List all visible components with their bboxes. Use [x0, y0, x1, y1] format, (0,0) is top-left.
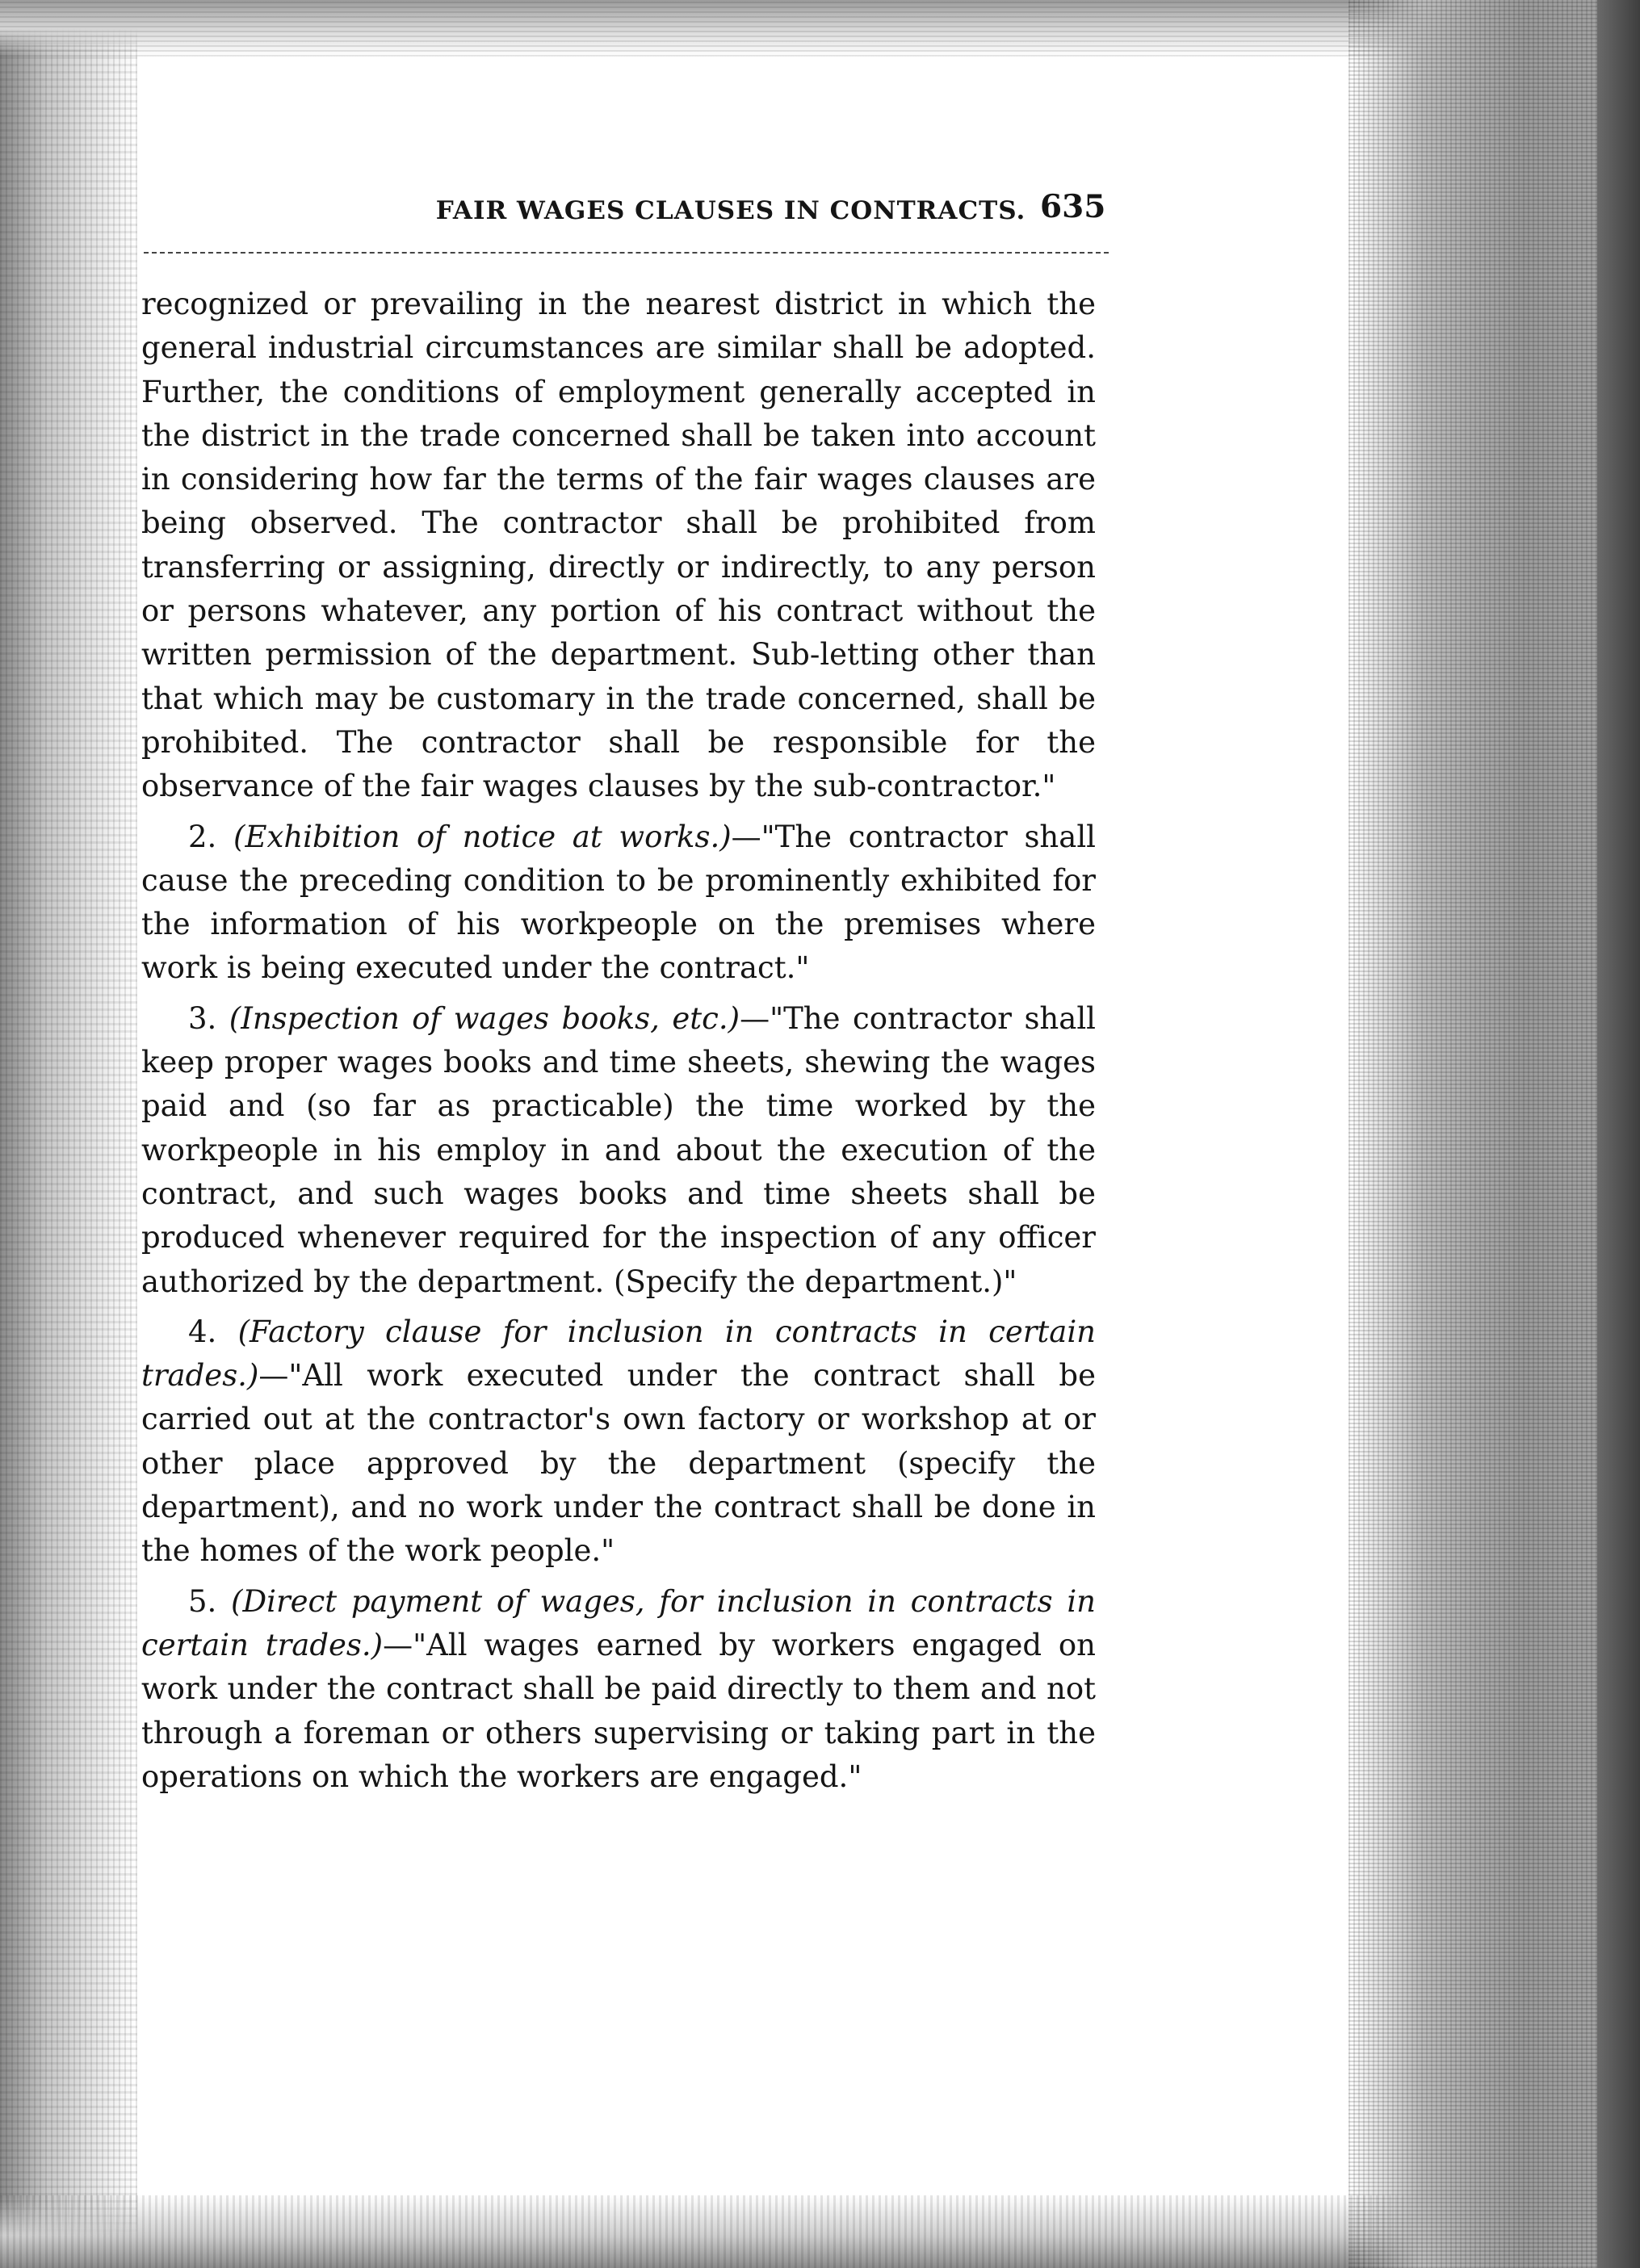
- page-number: 635: [1040, 188, 1106, 225]
- scan-border-left: [0, 0, 137, 2268]
- scan-border-right-edge: [1597, 0, 1640, 2268]
- clause-heading: (Inspection of wages books, etc.): [229, 1000, 740, 1036]
- clause-text: —"All work executed under the contract shall be carried out at the contractor's own factory or workshop at or other place approved by the department (specify the department), and no work under the contract shall be done in the homes of the work people.": [141, 1358, 1096, 1569]
- clause-heading: (Factory clause for inclusion in contracts in certain trades.): [141, 1314, 1096, 1394]
- clause-paragraph: [141, 997, 1096, 1304]
- clause-text: —"All wages earned by workers engaged on work under the contract shall be paid directly to them and not through a foreman or others supervising or taking part in the operations on which the workers are engaged.": [141, 1627, 1096, 1794]
- clause-number: 4.: [188, 1314, 217, 1349]
- clause-number: 2.: [188, 819, 217, 854]
- clause-text: —"The contractor shall keep proper wages books and time sheets, shewing the wages paid and (so far as practicable) the time worked by the workpeople in his employ in and about the execution of the contract, and such wages books and time sheets shall be produced whenever required for the inspection of any officer authorized by the department. (Specify the department.)": [141, 1000, 1096, 1299]
- clause-paragraph: [141, 1580, 1096, 1799]
- page-body: [141, 283, 1096, 1799]
- scan-border-right: [1348, 0, 1640, 2268]
- clause-number: 5.: [188, 1583, 217, 1619]
- clause-paragraph: [141, 1310, 1096, 1574]
- clause-heading: (Direct payment of wages, for inclusion in contracts in certain trades.): [141, 1583, 1096, 1662]
- clause-text: —"The contractor shall cause the preceding condition to be prominently exhibited for the information of his workpeople on the premises where work is being executed under the contract.": [141, 819, 1096, 986]
- clause-heading: (Exhibition of notice at works.): [233, 819, 732, 854]
- clause-paragraph: [141, 815, 1096, 991]
- continuation-paragraph: recognized or prevailing in the nearest district in which the general industrial circumstances are similar shall be adopted. Further, the conditions of employment generally accepted in the district in the trade concerned shall be taken into account in considering how far the terms of the fair wages clauses are being observed. The contractor shall be prohibited from transferring or assigning, directly or indirectly, to any person or persons whatever, any portion of his contract without the written permission of the department. Sub-letting other than that which may be customary in the trade concerned, shall be prohibited. The contractor shall be responsible for the observance of the fair wages clauses by the sub-contractor.": [141, 287, 1096, 804]
- header-rule: [144, 252, 1109, 254]
- clause-number: 3.: [188, 1000, 217, 1036]
- running-head: FAIR WAGES CLAUSES IN CONTRACTS.: [435, 196, 1026, 225]
